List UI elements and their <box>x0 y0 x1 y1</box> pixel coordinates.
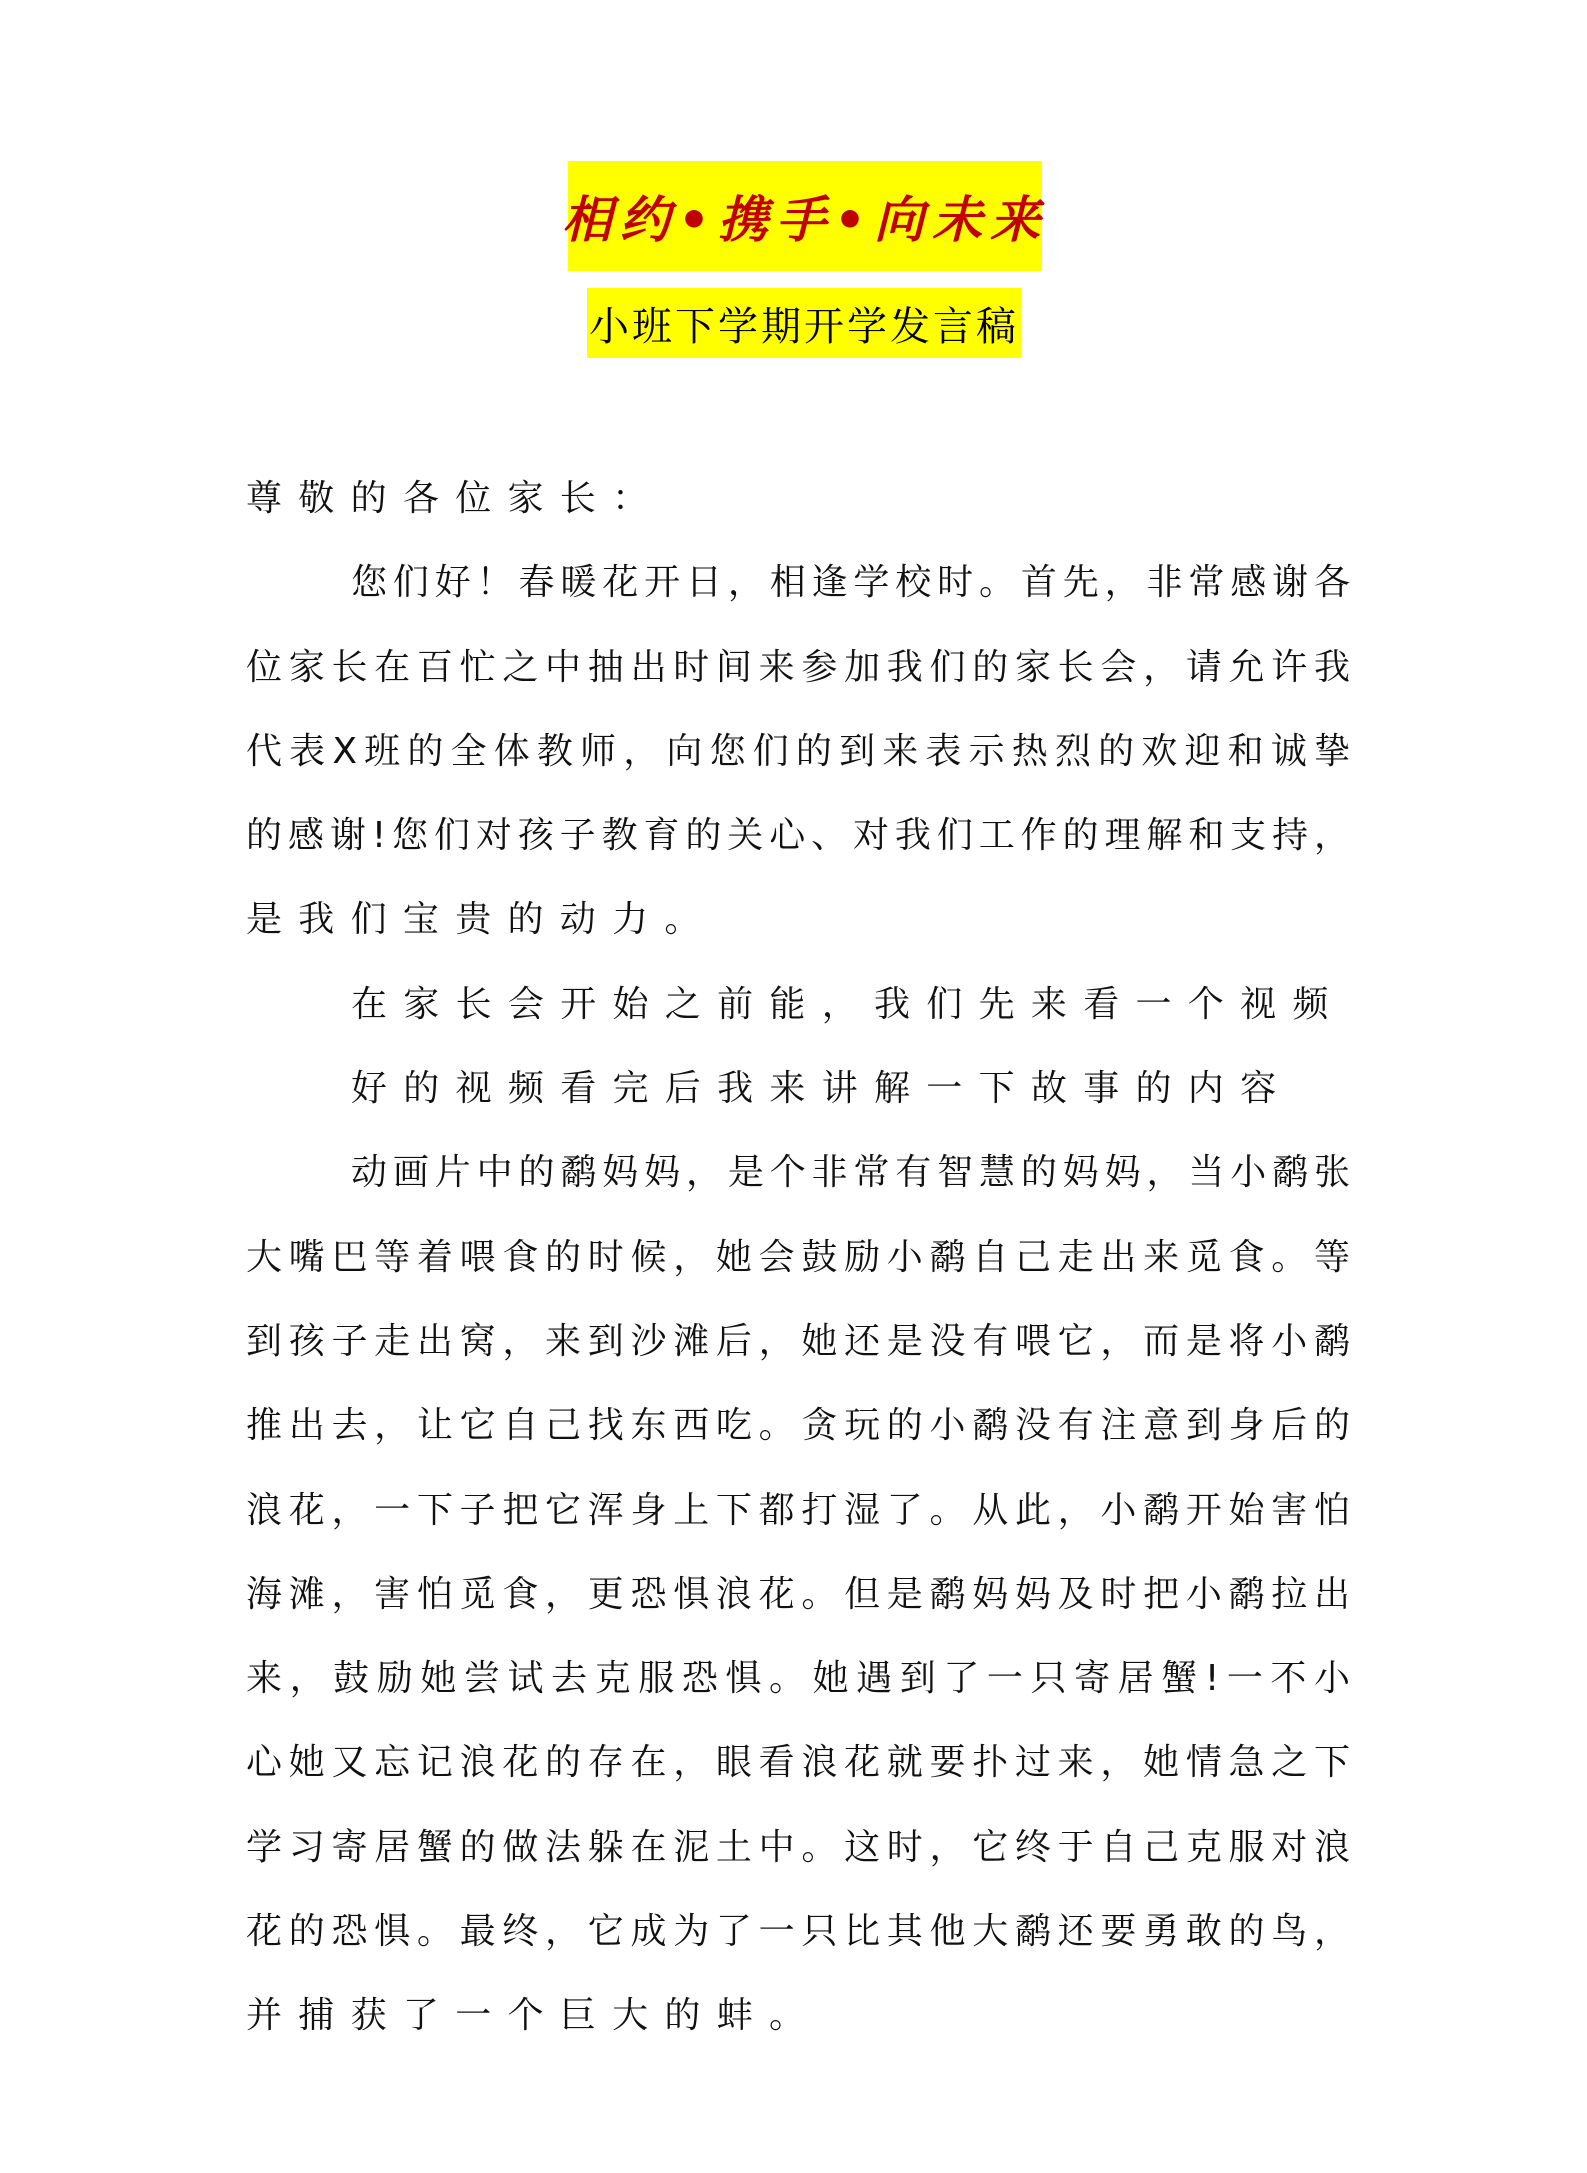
text-line: 到​孩​子​走​出​窝​，​来​到​沙​滩​后​，​她​还​是​没​有​喂​它​，​而​是​将​小​鹬 <box>246 1320 1350 1362</box>
document-subtitle: 小班下学期开学发言稿 <box>589 303 1019 350</box>
text-line: 学​习​寄​居​蟹​的​做​法​躲​在​泥​土​中​。​这​时​，​它​终​于​自​己​克​服​对​浪 <box>246 1826 1350 1868</box>
salutation: 尊敬的各位家长： <box>246 478 665 519</box>
text-line: 推​出​去​，​让​它​自​己​找​东​西​吃​。​贪​玩​的​小​鹬​没​有​注​意​到​身​后​的 <box>246 1405 1350 1447</box>
text-line: 花​的​恐​惧​。​最​终​，​它​成​为​了​一​只​比​其​他​大​鹬​还​要​勇​敢​的​鸟​， <box>246 1911 1350 1953</box>
text-line: 是我们宝贵的动力。 <box>246 899 717 941</box>
text-line: 好的视频看完后我来讲解一下故事的内容 <box>351 1068 1293 1110</box>
text-line: 并捕获了一个巨大的蚌。 <box>246 1995 822 2037</box>
text-line: 心​她​又​忘​记​浪​花​的​存​在​，​眼​看​浪​花​就​要​扑​过​来​，​她​情​急​之​下 <box>246 1742 1350 1784</box>
text-line: 浪​花​，​一​下​子​把​它​浑​身​上​下​都​打​湿​了​。​从​此​，​小​鹬​开​始​害​怕 <box>246 1489 1350 1531</box>
subtitle-highlight <box>587 288 1021 358</box>
text-line: 动​画​片​中​的​鹬​妈​妈​，​是​个​非​常​有​智​慧​的​妈​妈​，​当​小​鹬​张 <box>351 1152 1350 1194</box>
title-highlight <box>562 161 1048 271</box>
text-line: 位​家​长​在​百​忙​之​中​抽​出​时​间​来​参​加​我​们​的​家​长​会​，​请​允​许​我 <box>246 646 1350 688</box>
text-line: 来​，​鼓​励​她​尝​试​去​克​服​恐​惧​。​她​遇​到​了​一​只​寄​居​蟹​!​一​不​小 <box>246 1658 1350 1700</box>
text-line: 海​滩​，​害​怕​觅​食​，​更​恐​惧​浪​花​。​但​是​鹬​妈​妈​及​时​把​小​鹬​拉​出 <box>246 1573 1350 1615</box>
text-line: 您​们​好​！​春​暖​花​开​日​，​相​逢​学​校​时​。​首​先​，​非​常​感​谢​各 <box>351 562 1350 604</box>
speech-body <box>246 457 1350 2059</box>
text-line: 大​嘴​巴​等​着​喂​食​的​时​候​，​她​会​鼓​励​小​鹬​自​己​走​出​来​觅​食​。​等 <box>246 1236 1350 1278</box>
text-line: 的​感​谢​!​您​们​对​孩​子​教​育​的​关​心​、​对​我​们​工​作​的​理​解​和​支​持​， <box>246 815 1350 857</box>
document-title: 相约•携手•向未来 <box>562 190 1048 249</box>
speech-lines <box>246 541 1350 2058</box>
text-line: 代​表​X​班​的​全​体​教​师​，​向​您​们​的​到​来​表​示​热​烈​的​欢​迎​和​诚​挚 <box>246 730 1350 772</box>
text-line: 在家长会开始之前能，我们先来看一个视频 <box>351 983 1345 1025</box>
